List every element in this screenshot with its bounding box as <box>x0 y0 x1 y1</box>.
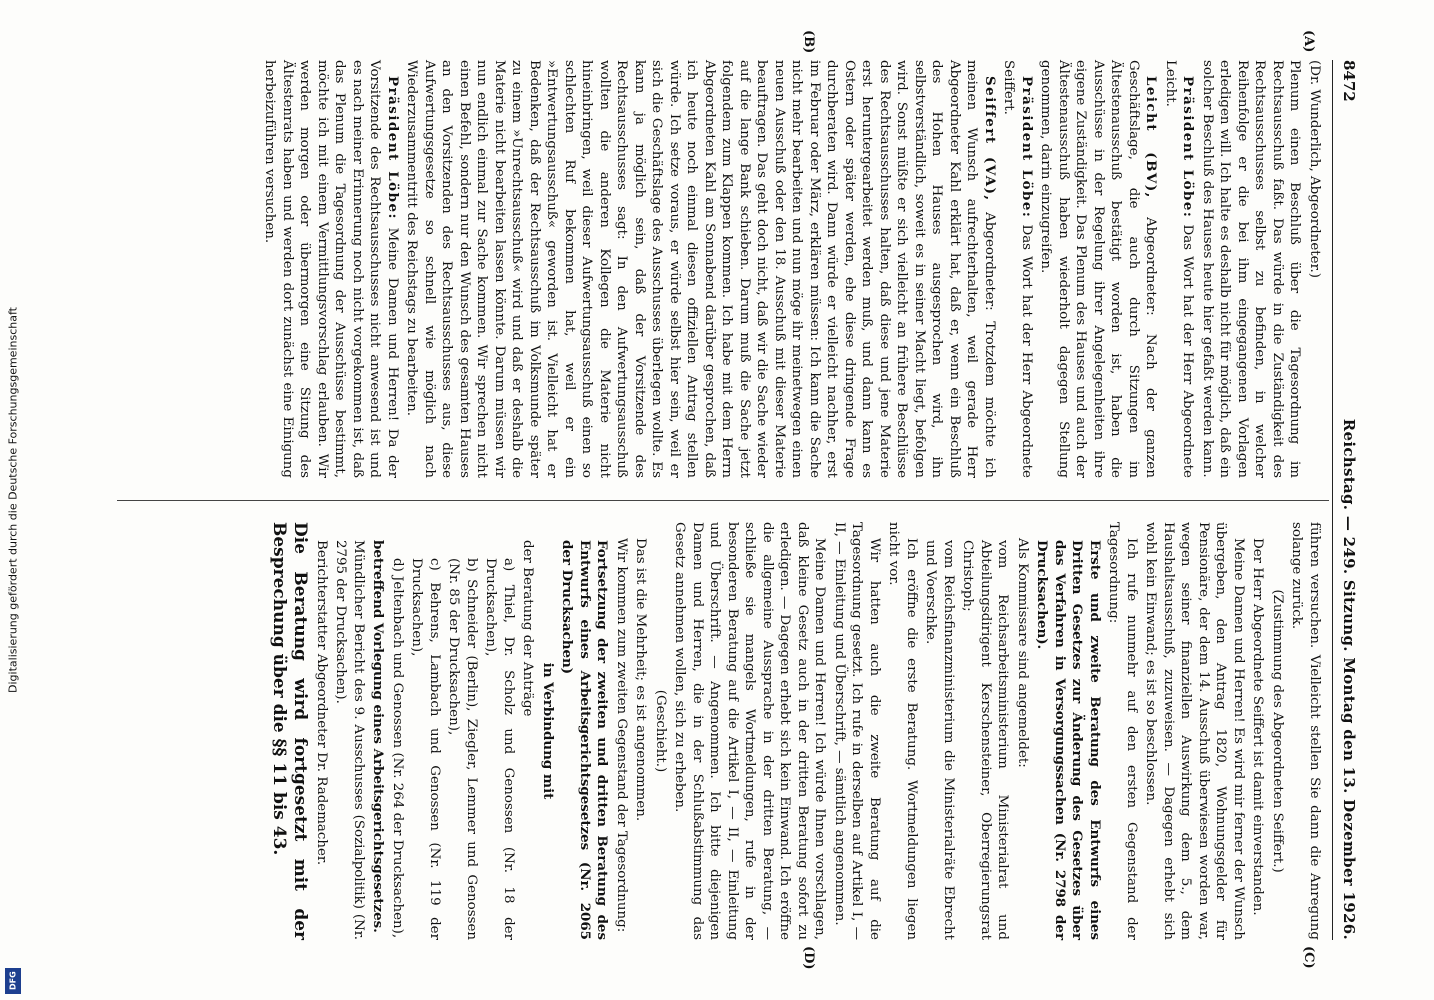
rapporteur-note: Berichterstatter Abgeordneter Dr. Rademacher. <box>314 540 329 866</box>
margin-mark-c: (C) <box>1301 946 1316 969</box>
report-note: Mündlicher Bericht des 9. Ausschusses (Sozialpolitik) (Nr. 2795 der Drucksachen). <box>333 540 366 940</box>
agenda-item: Erste und zweite Beratung des Entwurfs eines Dritten Gesetzes zur Änderung des Gesetzes über das Verfahren in Versorgungssachen (Nr. 2798 der Drucksachen). <box>1034 540 1103 940</box>
speaker-name: Präsident Löbe: <box>1019 76 1035 219</box>
speaker-name: Leicht (BV), <box>1143 76 1160 199</box>
paragraph: führen versuchen. Vielleicht stellen Sie dann die Anregung solange zurück. <box>1289 522 1322 940</box>
agenda-item: Fortsetzung der zweiten und dritten Beratung des Entwurfs eines Arbeitsgerichtsgesetzes (Nr. 2065 der Drucksachen) <box>559 540 611 940</box>
agenda-connector: in Verbindung mit <box>540 662 556 800</box>
paragraph: Wir hatten auch die zweite Beratung auf die Tagesordnung gesetzt. Ich rufe in derselben auf Artikel I, — II, — Einleitung und Überschrift, — sämtlich angenommen. <box>832 522 882 940</box>
interjection: (Zustimmung des Abgeordneten Seiffert.) <box>1270 589 1285 873</box>
speaker-name: Präsident Löbe: <box>385 76 401 220</box>
paragraph: Präsident Löbe: Das Wort hat der Herr Abgeordnete Leicht. <box>1163 60 1197 478</box>
credit-text: Digitalisierung gefördert durch die Deutsche Forschungsgemeinschaft <box>6 307 20 693</box>
paragraph: Präsident Löbe: Meine Damen und Herren! Da der Vorsitzende des Rechtsausschusses nicht anwesend ist und es nach meiner Erinnerung noch nicht vorgekommen ist, daß das Plenum die Tagesordnung der Ausschüsse bestimmt, möchte ich mit einem Vermittlungsvorschlag erlauben. Wir werden morgen oder übermorgen eine Sitzung des Ältestenrats haben und werden dort zunächst eine Einigung herbeizuführen versuchen. <box>262 60 401 478</box>
paragraph: Das ist die Mehrheit; es ist angenommen. <box>633 538 649 822</box>
right-column <box>117 522 1323 940</box>
speaker-name: Seiffert (VA), <box>982 76 998 202</box>
paragraph: Wir kommen zum zweiten Gegenstand der Tagesordnung: <box>614 538 629 933</box>
running-title: Reichstag. — 249. Sitzung. Montag den 13. Dezember 1926. <box>1340 418 1358 940</box>
paragraph: Als Kommissare sind angemeldet: <box>1015 538 1030 768</box>
page-header <box>1333 60 1357 940</box>
left-column <box>117 60 1323 478</box>
interjection: (Geschieht.) <box>653 689 668 773</box>
header-rule <box>1332 60 1333 940</box>
motion-item: a) Thiel, Dr. Scholz und Genossen (Nr. 18 der Drucksachen), <box>483 558 516 940</box>
margin-mark-b: (B) <box>801 30 816 54</box>
paragraph: Ich rufe nunmehr auf den ersten Gegenstand der Tagesordnung: <box>1106 522 1139 940</box>
margin-mark-d: (D) <box>801 946 816 970</box>
speaker-name: Präsident Löbe: <box>1180 76 1197 219</box>
digitization-credit <box>2 0 24 1000</box>
motion-item: d) Jeltenbach und Genossen (Nr. 264 der Drucksachen), <box>390 558 405 939</box>
paragraph: Meine Damen und Herren! Ich würde Ihnen vorschlagen, daß kleine Gesetz auch in der dritten Beratung sofort zu erledigen. — Dagegen erhebt sich kein Einwand. Ich eröffne die allgemeine Aussprache in der dritten Beratung, — schließe sie mangels Wortmeldungen, rufe in der besonderen Beratung auf die Artikel I, — II, — Einleitung und Überschrift. — Angenommen. Ich bitte diejenigen Damen und Herren, die in der Schlußabstimmung das Gesetz annehmen wollen, sich zu erheben. <box>672 522 828 940</box>
column-divider <box>117 500 1329 501</box>
paragraph: Seiffert (VA), Abgeordneter: Trotzdem möchte ich meinen Wunsch aufrechterhalten, weil gerade Herr Abgeordneter Kahl erklärt hat, daß er, wenn ein Beschluß des Hohen Hauses ausgesprochen wird, ihn selbstverständlich, soweit es in seiner Macht liegt, befolgen wird. Sonst müßte er sich vielleicht an frühere Beschlüsse des Rechtsausschusses halten, daß diese und jene Materie erst heruntergearbeitet werden muß, und dann kann es Ostern oder später werden, ehe diese dringende Frage durchberaten wird. Dann würde er vielleicht nachher, erst im Februar oder März, erklären müssen: Ich kann die Sache nicht mehr bearbeiten und nun möge ihr meinetwegen einen neuen Ausschuß oder den 18. Ausschuß mit dieser Materie beauftragen. Das geht doch nicht, daß wir die Sache wieder auf die lange Bank schieben. Darum muß die Sache jetzt folgendem zum Klappen kommen. Ich habe mit dem Herrn Abgeordneten Kahl am Sonnabend darüber gesprochen, daß ich heute noch einmal diesen offiziellen Antrag stellen würde. Ich setze voraus, er würde selbst hier sein, weil er sich die Geschäftslage des Ausschusses überlegen wollte. Es kann ja möglich sein, daß der Vorsitzende des Rechtsausschusses sagt: In den Aufwertungsausschuß wollten die anderen Kollegen die Materie nicht hineinbringen, weil dieser Aufwertungsausschuß einen so schlechten Ruf bekommen hat, weil er ein »Entwertungsausschuß« geworden ist. Vielleicht hat er Bedenken, daß der Rechtsausschuß im Volksmunde später zu einem »Unrechtsausschuß« wird und daß er deshalb die Materie nicht bearbeiten lassen könnte. Darum müssen wir nun endlich einmal zur Sache kommen. Wir sprechen nicht einen Befehl, sondern nur den Wunsch des gesamten Hauses an den Vorsitzenden des Rechtsausschusses aus, diese Aufwertungsgesetze so schnell wie möglich nach Wiederzusammentritt des Reichstags zu bearbeiten. <box>404 60 998 478</box>
closing-statement: Die Beratung wird fortgesetzt mit der Besprechung über die §§ 11 bis 43. <box>269 522 311 940</box>
motion-item: c) Behrens, Lambach und Genossen (Nr. 119 der Drucksachen), <box>409 558 442 940</box>
margin-mark-a: (A) <box>1301 30 1316 53</box>
commissioner-list: vom Reichsarbeitsministerium Ministerialrat und Abteilungsdirigent Kerschensteiner, Oberregierungsrat Christoph; <box>960 540 1011 940</box>
paragraph: Plenum einen Beschluß über die Tagesordnung im Rechtsausschuß faßt. Das würde in die Zuständigkeit des Rechtsausschusses selbst zu befinden, in welcher Reihenfolge er die bei ihm eingegangenen Vorlagen erledigen will. Ich halte es deshalb nicht für möglich, daß ein solcher Beschluß des Hauses heute hier gefaßt werden kann. <box>1200 60 1303 478</box>
page-number: 8472 <box>1340 60 1358 102</box>
motion-item: b) Schneider (Berlin), Ziegler, Lemmer und Genossen (Nr. 85 der Drucksachen), <box>446 558 479 940</box>
paragraph: Meine Damen und Herren! Es wird mir ferner der Wunsch übergeben, den Antrag 1820, Wohnungsgelder für Pensionäre, der dem 14. Ausschuß überwiesen worden war, wegen seiner finanziellen Auswirkung dem 5., dem Haushaltsausschuß, zuzuweisen. — Dagegen erhebt sich wohl kein Einwand; es ist so beschlossen. <box>1143 522 1246 940</box>
paragraph: Der Herr Abgeordnete Seiffert ist damit einverstanden. <box>1250 538 1266 916</box>
paragraph: Ich eröffne die erste Beratung. Wortmeldungen liegen nicht vor. <box>886 522 919 940</box>
document-page <box>117 30 1358 970</box>
agenda-subject: betreffend Vorlegung eines Arbeitsgerichtsgesetzes. <box>370 540 387 933</box>
commissioner-list: vom Reichsfinanzministerium die Ministerialräte Ebrecht und Voerschke. <box>923 540 956 940</box>
paragraph: Präsident Löbe: Das Wort hat der Herr Abgeordnete Seiffert. <box>1001 60 1035 478</box>
speaker-continuation: (Dr. Wunderlich, Abgeordneter.) <box>1307 60 1322 279</box>
paragraph: Leicht (BV), Abgeordneter: Nach der ganzen Geschäftslage, die auch durch Sitzungen im Ältestenausschuß bestätigt worden ist, haben die Ausschüsse in der Regelung ihrer Angelegenheiten ihre eigene Zuständigkeit. Das Plenum des Hauses und auch der Ältestenausschuß haben wiederholt dagegen Stellung genommen, darin einzugreifen. <box>1038 60 1160 478</box>
dfg-logo: DFG <box>5 968 21 994</box>
paragraph: der Beratung der Anträge <box>520 540 536 717</box>
